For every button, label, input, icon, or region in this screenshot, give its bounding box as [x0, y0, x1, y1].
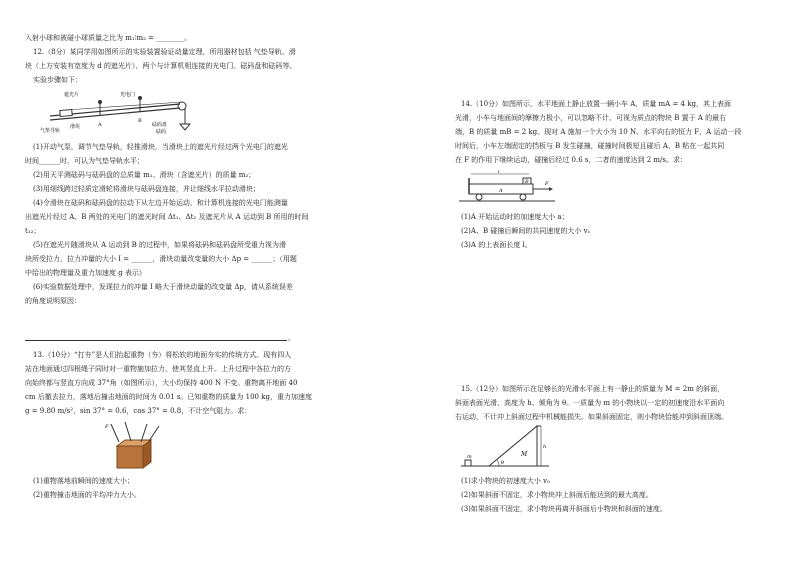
q14-line-2: 光滑，小车与地面间的摩擦力极小，可以忽略不计。可视为质点的物块 B 置于 A 的最右 [455, 114, 727, 122]
q12-steps-label: 实验步骤如下： [33, 76, 82, 84]
q15-part-2: (2)如果斜面不固定，求小物块冲上斜面后能达到的最大高度。 [461, 491, 653, 499]
q12-step-4b: 出遮光片经过 A、B 两处的光电门的遮光时间 Δt₁、Δt₂ 及遮光片从 A 运动到 B 所用的时间 [25, 213, 309, 221]
q12-head-2: 块（上方安装有宽度为 d 的遮光片）、两个与计算机相连接的光电门、砝码盘和砝码等。 [25, 62, 297, 70]
q12-step-5a: (5)在遮光片随滑块从 A 运动到 B 的过程中，如果将砝码和砝码盘所受重力视为滑 [33, 241, 287, 249]
answer-blank-line [25, 340, 287, 341]
label-cart-f: F [545, 181, 549, 187]
q12-step-5b: 块所受拉力，拉力冲量的大小 I = ______，滑块动量改变量的大小 Δp = ______；（用题 [25, 255, 297, 263]
label-b: B [138, 118, 142, 124]
air-track-figure [40, 88, 200, 134]
q12-step-2: (2)用天平测砝码与砝码盘的总质量 m₁、滑块（含遮光片）的质量 m₂； [33, 171, 256, 179]
q12-step-3: (3)用细线跨过轻质定滑轮将滑块与砝码盘连接，并让细线水平拉动滑块； [33, 185, 260, 193]
q12-step-1a: (1)开动气泵，调节气垫导轨，轻推滑块，当滑块上的遮光片经过两个光电门的遮光 [33, 143, 288, 151]
q13-line-3: 向始终都与竖直方向成 37°角（如图所示），大小均保持 400 N 不变。重物离开地面 40 [25, 379, 298, 387]
label-l: l [498, 170, 500, 175]
label-weights: 砝码盘 [152, 122, 168, 128]
label-rail: 气垫导轨 [40, 128, 61, 134]
q12-step-4c: t₁₂； [25, 227, 41, 235]
q12-step-6b: 的角度说明原因： [25, 297, 81, 305]
q14-part-1: (1)A 开始运动时的加速度大小 a； [461, 213, 569, 221]
label-m: m [467, 454, 472, 460]
q12-head-1: 12.（8分）某同学用如图所示的实验装置验证动量定理，所用器材包括 气垫导轨、滑 [33, 48, 296, 56]
q12-step-5c: 中给出的物理量及重力加速度 g 表示） [25, 269, 146, 277]
q14-part-3: (3)A 的上表面长度 l。 [461, 241, 532, 249]
q12-step-4a: (4)令滑块在砝码和砝码盘的拉动下从左边开始运动，和计算机连接的光电门能测量 [33, 199, 288, 207]
q13-line-2: 站在地面通过四根绳子同时对一重物施加拉力，使其竖直上升。上升过程中各拉力的方 [25, 365, 291, 373]
q14-line-1: 14.（10分）如图所示，水平地面上静止放置一辆小车 A，质量 mA = 4 kg，其上表面 [461, 100, 731, 108]
label-cart-b: B [525, 179, 529, 185]
label-shade: 遮光片 [64, 92, 80, 98]
q15-line-2: 斜面表面光滑、高度为 h、倾角为 θ。一质量为 m 的小物块以一定的初速度沿水平面向 [455, 399, 725, 407]
q13-part-1: (1)重物落地前瞬间的速度大小； [33, 477, 134, 485]
label-slider: 滑块 [70, 124, 81, 130]
q14-line-3: 端，B 的质量 mB = 2 kg。现对 A 施加一个大小为 10 N、水平向右的恒力 F，A 运动一段 [455, 128, 742, 136]
q14-line-5: 在 F 的作用下继续运动，碰撞后经过 0.6 s，二者的速度达到 2 m/s。求： [455, 156, 687, 164]
q14-line-4: 时间后，小车左端固定的挡板与 B 发生碰撞，碰撞时间极短且碰后 A、B 粘在一起共同 [455, 142, 725, 150]
label-big-m: M [521, 451, 528, 458]
weight-block-figure [103, 420, 163, 472]
q15-line-3: 右运动，不计冲上斜面过程中机械能损失。如果斜面固定，则小物块恰能冲到斜面顶端。 [455, 413, 728, 421]
cart-figure [459, 170, 559, 206]
q13-line-1: 13.（10分）“打夯”是人们抬起重物（夯）将松软的地面夯实的传统方式。现有四人 [33, 351, 292, 359]
q14-part-2: (2)A、B 碰撞后瞬间的共同速度的大小 v₁ [461, 227, 591, 235]
q12-step-6a: (6)实验数据处理中，发现拉力的冲量 I 略大于滑块动量的改变量 Δp，请从系统误差 [33, 283, 293, 291]
q15-line-1: 15.（12分）如图所示在足够长的光滑水平面上有一静止的质量为 M = 2m 的斜面， [461, 385, 725, 393]
q13-line-5: g = 9.80 m/s²，sin 37° = 0.6，cos 37° = 0.8，不计空气阻力。求： [25, 407, 252, 415]
label-theta: θ [501, 460, 505, 466]
label-weights-2: 砝码 [156, 129, 167, 134]
label-f: F [105, 424, 109, 430]
label-cart-a: A [499, 188, 503, 194]
incline-figure [461, 420, 551, 470]
label-gate: 光电门 [120, 92, 136, 98]
q11-tail: 入射小球和被碰小球质量之比为 m₁∶m₂ = ________。 [25, 34, 192, 42]
label-a: A [98, 122, 102, 128]
q13-line-4: cm 后撤去拉力，落地后撞击地面的时间为 0.01 s。已知重物的质量为 100 kg，重力加速度 [25, 393, 312, 401]
q12-step-1b: 时间______时，可认为气垫导轨水平； [25, 157, 144, 165]
label-h: h [543, 444, 547, 450]
q15-part-1: (1)求小物块的初速度大小 v₀ [461, 477, 550, 485]
q13-part-2: (2)重物撞击地面的平均冲力大小。 [33, 491, 141, 499]
answer-blank-end: 。 [288, 334, 295, 342]
q15-part-3: (3)如果斜面不固定，求小物块再离开斜面后小物块和斜面的速度。 [461, 505, 667, 513]
